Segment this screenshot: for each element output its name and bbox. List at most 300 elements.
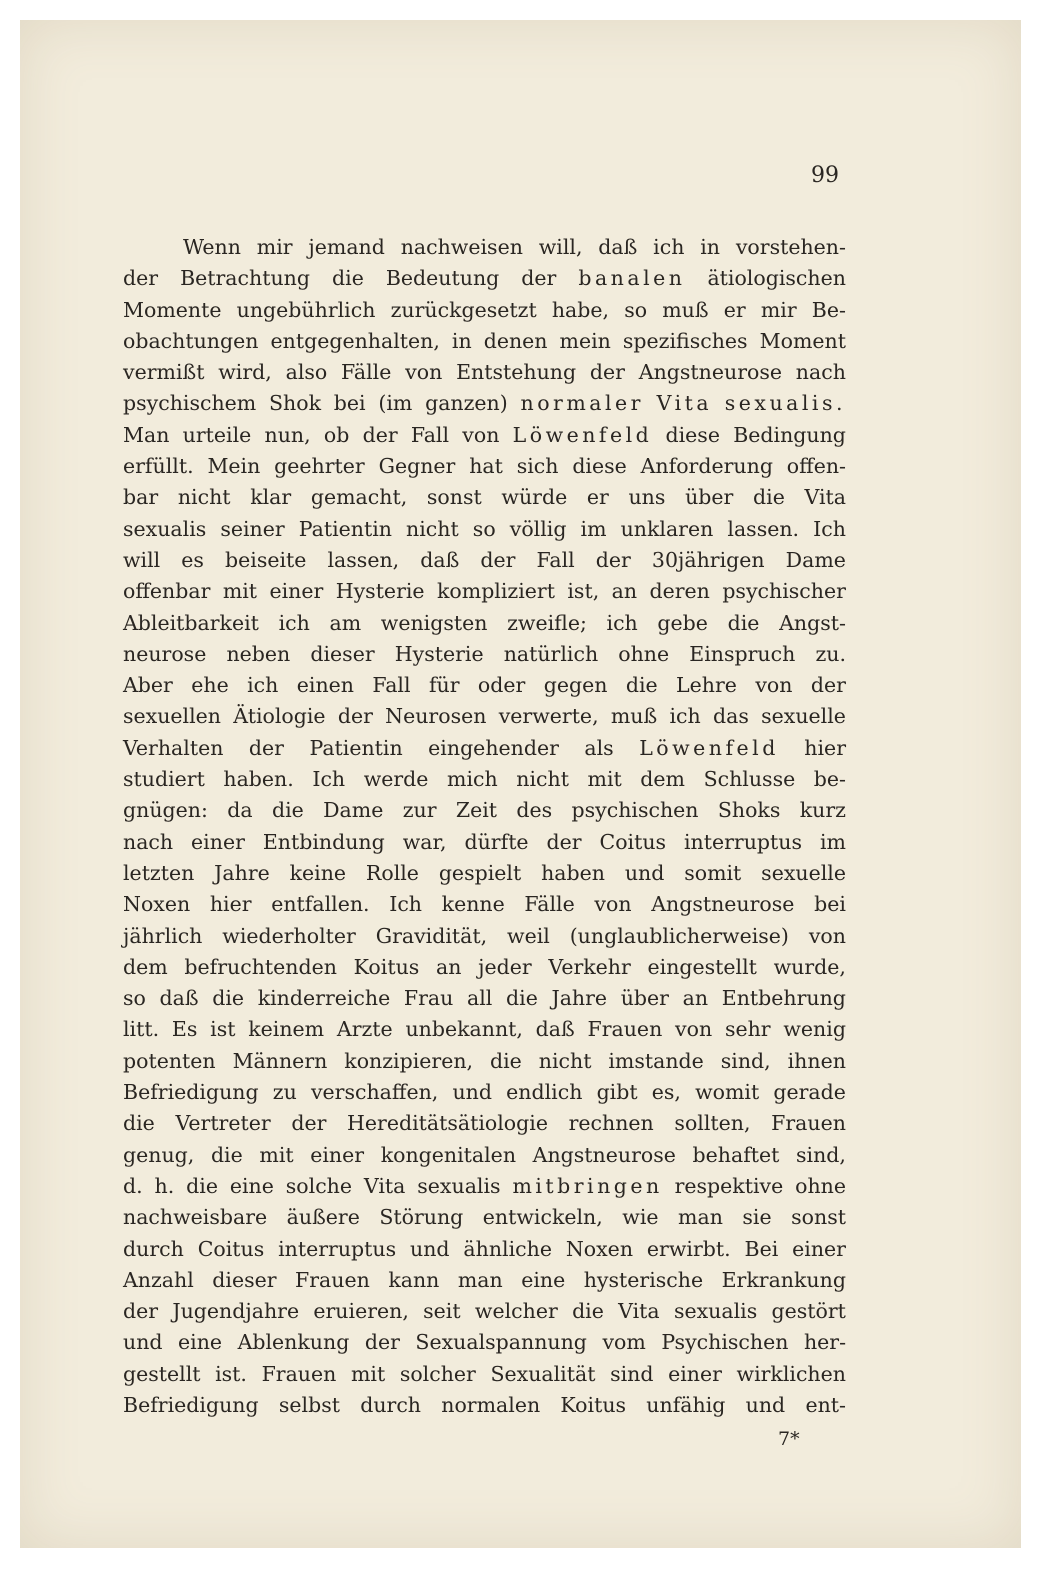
word: eruieren,: [313, 1299, 409, 1324]
word: Vertreter: [175, 1111, 271, 1136]
word: Frauen: [295, 1267, 370, 1292]
text-line: [123, 983, 846, 1014]
word: diese: [665, 422, 720, 447]
word: Hysterie: [394, 641, 484, 666]
word: eingestellt: [647, 954, 757, 979]
word: gegen: [543, 673, 608, 698]
word: mir: [256, 235, 293, 259]
word: Mein: [207, 454, 261, 479]
word: Patientin: [309, 735, 403, 760]
word: Lehre: [676, 673, 737, 698]
word: mir: [760, 297, 797, 322]
word: ist,: [567, 579, 600, 604]
word: kann: [388, 1267, 440, 1292]
word: Coitus: [599, 829, 667, 854]
word: der: [364, 1330, 400, 1355]
text-line: [123, 263, 846, 294]
word: Anzahl: [123, 1267, 194, 1292]
word: unklaren: [620, 516, 714, 541]
word: Frauen: [261, 1361, 337, 1386]
word: nun,: [264, 422, 311, 447]
word: mit: [587, 767, 622, 792]
text-line: [123, 1265, 846, 1296]
text-line: [123, 420, 846, 451]
word: ohne: [618, 641, 670, 666]
word: mich: [447, 767, 498, 792]
word: ätiologischen: [707, 266, 846, 291]
word: Angstneurose: [638, 360, 782, 385]
word: Fall: [372, 673, 411, 698]
word: Fall: [410, 422, 450, 447]
word: der: [123, 1299, 159, 1324]
word: be-: [813, 767, 846, 792]
word: haben.: [223, 767, 294, 792]
word: wird,: [218, 360, 272, 385]
word: einer: [191, 829, 245, 854]
word: interruptus: [278, 1236, 397, 1261]
word: gemacht,: [310, 485, 408, 510]
word: keinem: [248, 1017, 325, 1042]
text-line: [123, 388, 846, 419]
word: natürlich: [503, 641, 599, 666]
word: Befriedigung: [123, 1392, 259, 1417]
word: will,: [538, 235, 583, 259]
word: einen: [296, 673, 354, 698]
word: oder: [477, 673, 526, 698]
word: dem: [123, 954, 168, 979]
word: hysterische: [583, 1267, 704, 1292]
word: genug,: [123, 1142, 195, 1167]
word: Ich: [312, 767, 346, 792]
word: einer: [792, 1236, 846, 1261]
word: vom: [602, 1330, 646, 1355]
word: sind: [610, 1361, 654, 1386]
text-line: [123, 514, 846, 545]
word: unbekannt,: [405, 1017, 523, 1042]
word: am: [329, 610, 362, 635]
text-line: [123, 545, 846, 576]
word: zurückgesetzt: [390, 297, 537, 322]
word: das: [712, 704, 749, 729]
word: dem: [640, 767, 685, 792]
word: kurz: [799, 798, 846, 823]
word: so: [123, 986, 146, 1011]
word: ehe: [191, 673, 229, 698]
word: ganzen): [425, 391, 508, 416]
word: muß: [610, 704, 658, 729]
word: litt.: [123, 1017, 160, 1042]
word: ent-: [805, 1392, 846, 1417]
word: Angstneurose: [532, 1142, 676, 1167]
text-line: [123, 764, 846, 795]
word: Hysterie: [335, 579, 425, 604]
word: werde: [363, 767, 429, 792]
word: Dame: [323, 798, 384, 823]
word: gerade: [773, 1080, 846, 1105]
word: respektive: [674, 1173, 784, 1198]
word: hat: [469, 454, 503, 479]
word: ich: [278, 610, 310, 635]
word: die: [123, 1111, 155, 1136]
word: Es: [171, 1017, 198, 1042]
word: bar: [123, 485, 159, 510]
word: hier: [209, 892, 252, 917]
word: obachtungen: [123, 328, 259, 353]
text-line: [123, 1014, 846, 1045]
word: sexuelle: [761, 704, 846, 729]
word: klar: [250, 485, 292, 510]
word: durch: [123, 1236, 184, 1261]
word: einer: [269, 579, 324, 604]
word: muß: [662, 297, 709, 322]
word: d.: [123, 1173, 143, 1198]
text-line: [123, 889, 846, 920]
word: banalen: [578, 266, 686, 291]
word: diese: [572, 454, 627, 479]
word: und: [745, 1392, 786, 1417]
word: Momente: [123, 297, 222, 322]
word: daß: [535, 1017, 575, 1042]
word: im: [819, 829, 846, 854]
word: sich: [516, 454, 559, 479]
word: haben: [541, 860, 605, 885]
word: uns: [628, 485, 666, 510]
word: Neurosen: [385, 704, 487, 729]
word: ihnen: [787, 1048, 846, 1073]
word: befruchtenden: [184, 954, 337, 979]
word: welcher: [474, 1299, 558, 1324]
word: Aber: [123, 673, 173, 698]
word: war,: [402, 829, 447, 854]
text-line: [123, 921, 846, 952]
word: konzipieren,: [344, 1048, 474, 1073]
word: mein: [559, 328, 611, 353]
word: der: [595, 547, 631, 572]
text-line: [123, 701, 846, 732]
word: erfüllt.: [123, 454, 194, 479]
word: Psychischen: [661, 1330, 789, 1355]
text-line: [123, 1234, 846, 1265]
word: 30jährigen: [651, 547, 765, 572]
word: gestellt: [123, 1361, 201, 1386]
word: jemand: [308, 235, 385, 259]
word: Wenn: [183, 235, 241, 259]
word: Angst-: [779, 610, 846, 635]
word: psychischem: [123, 391, 257, 416]
word: es,: [651, 1080, 681, 1105]
word: Fälle: [524, 892, 575, 917]
word: behaftet: [692, 1142, 780, 1167]
word: dieser: [310, 641, 375, 666]
word: kongenitalen: [380, 1142, 517, 1167]
word: die: [332, 266, 364, 291]
text-line: [123, 1077, 846, 1108]
word: der: [123, 266, 159, 291]
word: der: [589, 360, 625, 385]
word: er: [723, 297, 746, 322]
word: mit: [259, 1142, 294, 1167]
word: sonst: [426, 485, 482, 510]
text-line: [123, 295, 846, 326]
word: her-: [803, 1330, 846, 1355]
word: Ablenkung: [237, 1330, 350, 1355]
word: dürfte: [464, 829, 529, 854]
word: kenne: [441, 892, 505, 917]
word: urteile: [182, 422, 252, 447]
word: Verkehr: [548, 954, 631, 979]
word: nicht: [538, 1048, 592, 1073]
word: von: [462, 422, 500, 447]
word: verschaffen,: [310, 1080, 439, 1105]
word: Dame: [785, 547, 846, 572]
word: Angstneurose: [651, 892, 795, 917]
word: durch: [360, 1392, 422, 1417]
text-line: [123, 795, 846, 826]
word: Frauen: [587, 1017, 663, 1042]
word: nicht: [177, 485, 231, 510]
word: somit: [684, 860, 742, 885]
text-line: [123, 482, 846, 513]
word: daß: [598, 235, 638, 259]
word: potenten: [123, 1048, 216, 1073]
word: die: [625, 673, 658, 698]
word: die: [186, 1173, 218, 1198]
page-number: 99: [811, 163, 839, 188]
word: Hereditätsätiologie: [347, 1111, 548, 1136]
word: zu.: [815, 641, 846, 666]
word: Frauen: [771, 1111, 846, 1136]
word: Störung: [379, 1205, 464, 1230]
body-text: [123, 232, 846, 1421]
text-line: [123, 451, 846, 482]
word: von: [405, 360, 443, 385]
word: Männern: [232, 1048, 328, 1073]
text-line: [123, 1359, 846, 1390]
word: ohne: [795, 1173, 846, 1198]
word: und: [624, 860, 665, 885]
word: sonst: [791, 1205, 846, 1230]
word: Frau: [403, 986, 454, 1011]
word: entgegenhalten,: [270, 328, 440, 353]
word: des: [516, 798, 553, 823]
word: würde: [501, 485, 568, 510]
word: Ableitbarkeit: [123, 610, 259, 635]
word: seiner: [220, 516, 285, 541]
word: ähnliche: [463, 1236, 552, 1261]
word: ob: [323, 422, 350, 447]
word: Fall: [536, 547, 575, 572]
word: ungebührlich: [236, 297, 376, 322]
word: Patientin: [298, 516, 392, 541]
word: Koitus: [560, 1392, 627, 1417]
word: zu: [272, 1080, 297, 1105]
word: an: [436, 954, 462, 979]
word: Shoks: [717, 798, 781, 823]
text-line: [123, 1108, 846, 1139]
word: solcher: [399, 1361, 476, 1386]
word: einer: [310, 1142, 365, 1167]
word: endlich: [506, 1080, 583, 1105]
word: vermißt: [123, 360, 205, 385]
word: es: [181, 547, 204, 572]
word: an: [682, 986, 709, 1011]
word: er: [586, 485, 609, 510]
word: wirklichen: [736, 1361, 846, 1386]
text-line: [123, 1140, 846, 1171]
word: gestört: [771, 1299, 846, 1324]
word: deren: [649, 579, 710, 604]
word: unfähig: [646, 1392, 726, 1417]
word: die: [490, 1048, 522, 1073]
word: zweifle;: [507, 610, 587, 635]
word: ich: [669, 704, 701, 729]
word: Gravidität,: [375, 923, 488, 948]
word: wenig: [783, 1017, 846, 1042]
word: interruptus: [684, 829, 803, 854]
word: nachweisbare: [123, 1205, 268, 1230]
word: Vita: [618, 1299, 660, 1324]
word: sexualis: [673, 1299, 758, 1324]
word: keine: [289, 860, 347, 885]
word: einer: [668, 1361, 722, 1386]
word: über: [685, 485, 734, 510]
text-line: [123, 608, 846, 639]
word: Betrachtung: [180, 266, 310, 291]
word: Vita: [363, 1173, 406, 1198]
text-line: [123, 1202, 846, 1233]
word: lassen,: [327, 547, 400, 572]
word: bei: [333, 391, 366, 416]
word: ist: [210, 1017, 236, 1042]
word: der: [480, 547, 516, 572]
word: Man: [123, 422, 170, 447]
word: Erkrankung: [721, 1267, 846, 1292]
word: sexualis: [123, 516, 207, 541]
word: daß: [420, 547, 460, 572]
word: gnügen:: [123, 798, 208, 823]
word: normalen: [441, 1392, 541, 1417]
word: von: [675, 1017, 713, 1042]
word: sexuelle: [761, 860, 846, 885]
word: Bei: [744, 1236, 779, 1261]
word: und: [410, 1236, 450, 1261]
word: im: [580, 516, 607, 541]
word: Noxen: [123, 892, 191, 917]
word: man: [678, 1205, 723, 1230]
word: Shok: [269, 391, 322, 416]
word: der: [291, 1111, 327, 1136]
word: dieser: [212, 1267, 277, 1292]
text-line: [123, 639, 846, 670]
word: der: [337, 704, 373, 729]
word: sexualis: [417, 1173, 501, 1198]
word: Moment: [759, 328, 846, 353]
word: Anforderung: [640, 454, 773, 479]
word: Entstehung: [456, 360, 577, 385]
word: Löwenfeld: [512, 422, 653, 447]
word: hier: [804, 735, 846, 760]
word: Zeit: [455, 798, 498, 823]
word: von: [808, 923, 846, 948]
text-line: [123, 576, 846, 607]
word: sollten,: [674, 1111, 751, 1136]
word: Koitus: [353, 954, 420, 979]
word: und: [123, 1330, 163, 1355]
word: neurose: [123, 641, 207, 666]
word: womit: [695, 1080, 760, 1105]
word: der: [546, 829, 582, 854]
word: mitbringen: [512, 1173, 663, 1198]
word: die: [753, 485, 785, 510]
word: eine: [229, 1173, 274, 1198]
word: psychischer: [722, 579, 846, 604]
word: sehr: [724, 1017, 771, 1042]
text-line: [123, 232, 846, 263]
word: so: [624, 297, 648, 322]
word: wiederholter: [222, 923, 356, 948]
word: sexuellen: [123, 704, 221, 729]
word: Sexualität: [490, 1361, 596, 1386]
word: die: [506, 986, 538, 1011]
word: von: [594, 892, 632, 917]
word: erwirbt.: [646, 1236, 731, 1261]
word: ist.: [215, 1361, 247, 1386]
word: entfallen.: [271, 892, 370, 917]
text-line: [123, 1046, 846, 1077]
word: wie: [622, 1205, 659, 1230]
word: eine: [178, 1330, 223, 1355]
word: sind,: [720, 1048, 771, 1073]
word: Coitus: [197, 1236, 265, 1261]
word: vorstehen-: [735, 235, 846, 259]
word: studiert: [123, 767, 205, 792]
word: eingehender: [428, 735, 559, 760]
word: so: [472, 516, 496, 541]
word: zur: [402, 798, 437, 823]
word: Einspruch: [689, 641, 796, 666]
word: gespielt: [438, 860, 522, 885]
word: gebe: [657, 610, 708, 635]
text-line: [123, 357, 846, 388]
word: sie: [742, 1205, 772, 1230]
word: (unglaublicherweise): [569, 923, 789, 948]
word: die: [210, 1142, 243, 1167]
text-line: [123, 670, 846, 701]
word: wenigsten: [380, 610, 488, 635]
word: psychischen: [571, 798, 699, 823]
word: die: [212, 986, 245, 1011]
word: Vita: [804, 485, 846, 510]
word: entwickeln,: [482, 1205, 603, 1230]
word: Noxen: [565, 1236, 634, 1261]
word: seit: [423, 1299, 461, 1324]
word: der: [810, 673, 846, 698]
word: an: [611, 579, 638, 604]
word: offenbar: [123, 579, 211, 604]
word: neben: [226, 641, 291, 666]
word: Ich: [389, 892, 423, 917]
word: Löwenfeld: [639, 735, 779, 760]
word: nach: [795, 360, 846, 385]
text-line: [123, 1390, 846, 1421]
word: imstande: [608, 1048, 704, 1073]
word: Schlusse: [703, 767, 796, 792]
word: Jahre: [214, 860, 270, 885]
word: als: [584, 735, 614, 760]
word: letzten: [123, 860, 195, 885]
book-page: [20, 20, 1021, 1548]
word: also: [285, 360, 328, 385]
